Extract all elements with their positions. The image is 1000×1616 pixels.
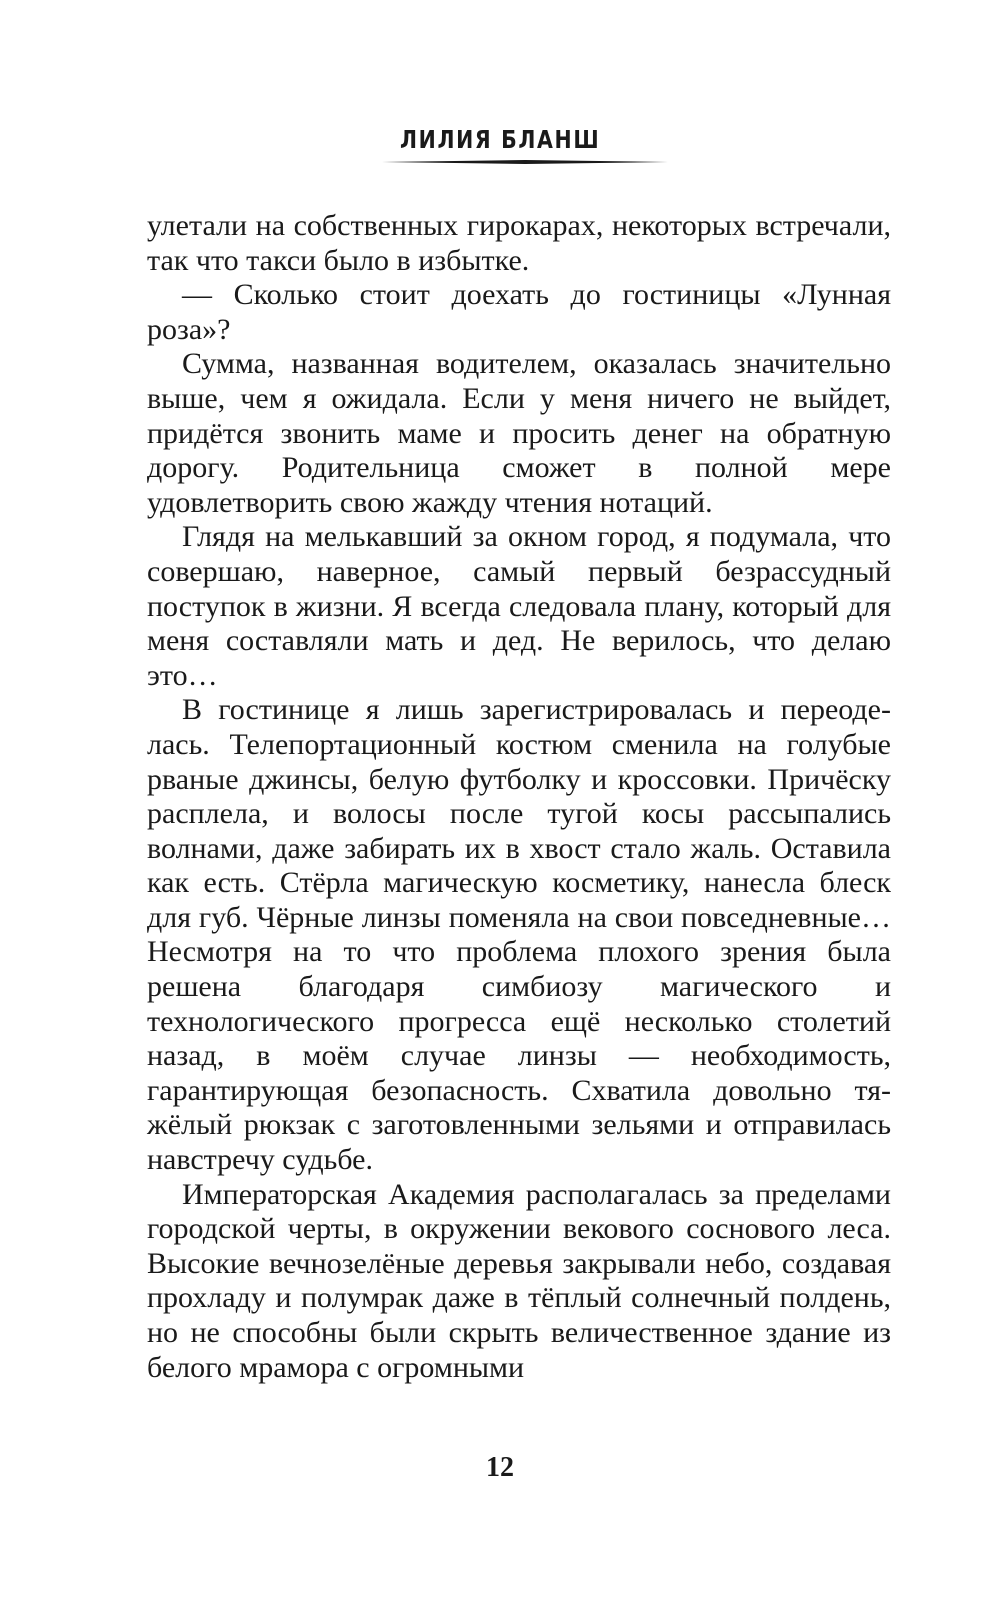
paragraph: Императорская Академия располагалась за пределами городской черты, в окружении векового соснового леса. Высокие вечнозелёные деревья закрывали небо, создавая прохладу и полумрак даже в тёплый солнечный полдень, но не способны были скрыть величественное здание из белого мрамора с огромными bbox=[147, 1177, 891, 1384]
paragraph: Сумма, названная водителем, оказалась значительно выше, чем я ожидала. Если у меня ничего не выйдет, придётся звонить маме и просить денег на обратную дорогу. Родительница сможет в полной мере удовлетворить свою жажду чтения нотаций. bbox=[147, 347, 891, 519]
header-rule bbox=[382, 160, 668, 164]
author-name: ЛИЛИЯ БЛАНШ bbox=[399, 125, 601, 154]
paragraph: В гостинице я лишь зарегистрировалась и переоделась. Телепортационный костюм сменила на голубые рваные джинсы, белую футболку и кроссовки. Причёску расплела, и волосы после тугой косы рассыпались волнами, даже забирать их в хвост стало жаль. Оставила как есть. Стёрла магическую косметику, нанесла блеск для губ. Чёрные линзы поменяла на свои повседневные… Несмотря на то что проблема плохого зрения была решена благодаря симбиозу магического и технологического прогресса ещё несколько столетий назад, в моём случае линзы — необходимость, гарантирующая безопасность. Схватила довольно тяжёлый рюкзак с заготовленными зельями и отправилась навстречу судьбе. bbox=[147, 693, 891, 1177]
running-header bbox=[0, 125, 1000, 154]
paragraph: — Сколько стоит доехать до гостиницы «Лунная роза»? bbox=[147, 278, 891, 346]
paragraph: Глядя на мелькавший за окном город, я подумала, что совершаю, наверное, самый первый безрассудный поступок в жизни. Я всегда следовала плану, который для меня составляли мать и дед. Не верилось, что делаю это… bbox=[147, 520, 891, 692]
paragraph: улетали на собственных гирокарах, некоторых встречали, так что такси было в избытке. bbox=[147, 209, 891, 277]
body-text bbox=[147, 209, 891, 1385]
page-number: 12 bbox=[486, 1452, 514, 1483]
header-rule-line bbox=[382, 160, 668, 164]
